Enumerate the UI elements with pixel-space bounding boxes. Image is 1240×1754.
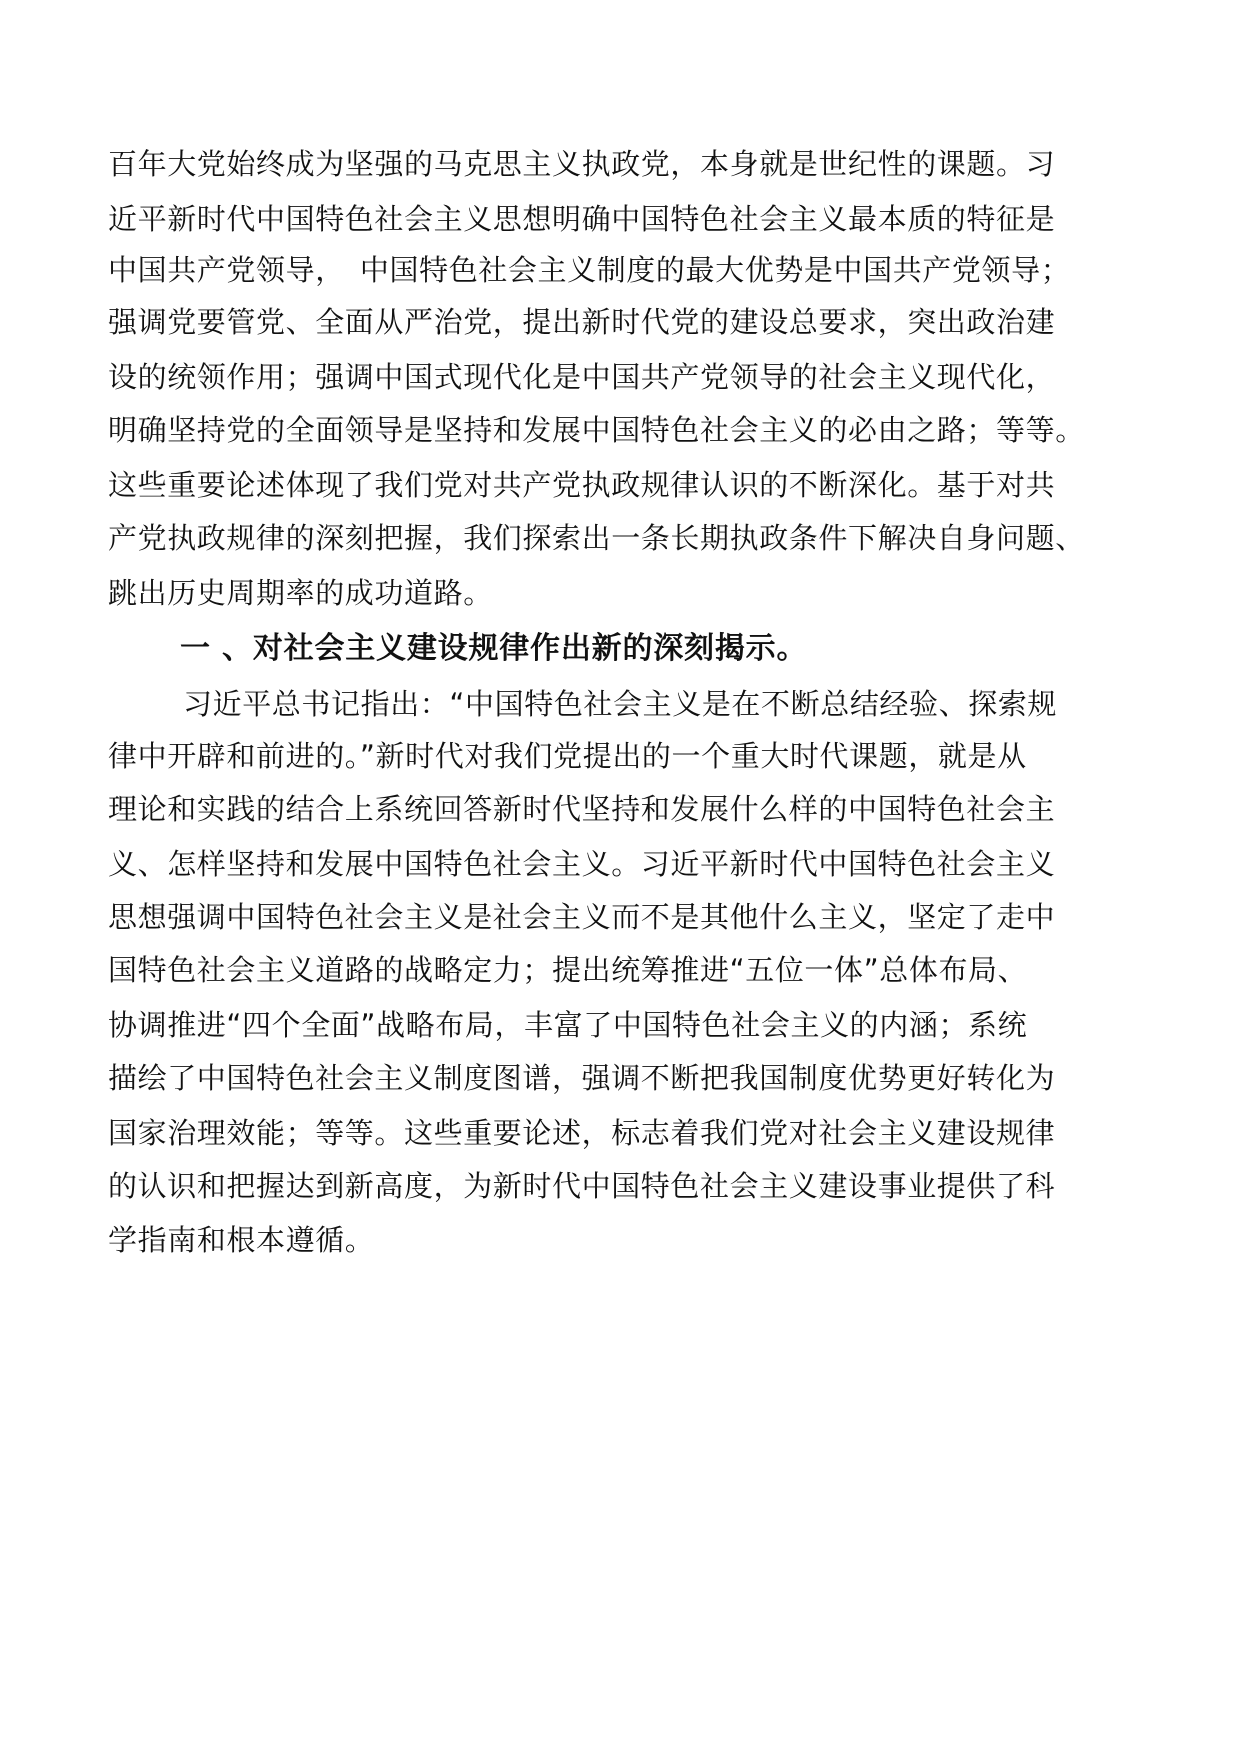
section-paragraph-line: 描绘了中国特色社会主义制度图谱，强调不断把我国制度优势更好转化为: [108, 1061, 1056, 1095]
intro-paragraph-line: 产党执政规律的深刻把握，我们探索出一条长期执政条件下解决自身问题、: [108, 521, 1085, 555]
section-paragraph-line: 习近平总书记指出：“中国特色社会主义是在不断总结经验、探索规: [183, 687, 1058, 721]
section-paragraph-line: 思想强调中国特色社会主义是社会主义而不是其他什么主义，坚定了走中: [108, 900, 1056, 934]
section-paragraph-line: 国家治理效能；等等。这些重要论述，标志着我们党对社会主义建设规律: [108, 1116, 1056, 1150]
intro-paragraph-line: 明确坚持党的全面领导是坚持和发展中国特色社会主义的必由之路；等等。: [108, 413, 1085, 447]
intro-paragraph-line: 百年大党始终成为坚强的马克思主义执政党，本身就是世纪性的课题。习: [108, 147, 1056, 181]
intro-paragraph-line: 这些重要论述体现了我们党对共产党执政规律认识的不断深化。基于对共: [108, 468, 1056, 502]
section-paragraph-line: 律中开辟和前进的。”新时代对我们党提出的一个重大时代课题，就是从: [108, 739, 1027, 773]
section-paragraph-line: 的认识和把握达到新高度，为新时代中国特色社会主义建设事业提供了科: [108, 1169, 1056, 1203]
intro-paragraph-line: 近平新时代中国特色社会主义思想明确中国特色社会主义最本质的特征是: [108, 202, 1056, 236]
section-paragraph-line: 国特色社会主义道路的战略定力；提出统筹推进“五位一体”总体布局、: [108, 953, 1028, 987]
section-paragraph-line: 义、怎样坚持和发展中国特色社会主义。习近平新时代中国特色社会主义: [108, 847, 1056, 881]
section-paragraph-line: 学指南和根本遵循。: [108, 1223, 375, 1257]
section-paragraph-line: 协调推进“四个全面”战略布局，丰富了中国特色社会主义的内涵；系统: [108, 1008, 1028, 1042]
intro-paragraph-line: 强调党要管党、全面从严治党，提出新时代党的建设总要求，突出政治建: [108, 305, 1056, 339]
section-heading: 一 、对社会主义建设规律作出新的深刻揭示。: [180, 631, 808, 666]
intro-paragraph-line: 中国共产党领导， 中国特色社会主义制度的最大优势是中国共产党领导；: [108, 253, 1071, 287]
section-paragraph-line: 理论和实践的结合上系统回答新时代坚持和发展什么样的中国特色社会主: [108, 792, 1056, 826]
intro-paragraph-line: 跳出历史周期率的成功道路。: [108, 576, 493, 610]
intro-paragraph-line: 设的统领作用；强调中国式现代化是中国共产党领导的社会主义现代化，: [108, 360, 1056, 394]
